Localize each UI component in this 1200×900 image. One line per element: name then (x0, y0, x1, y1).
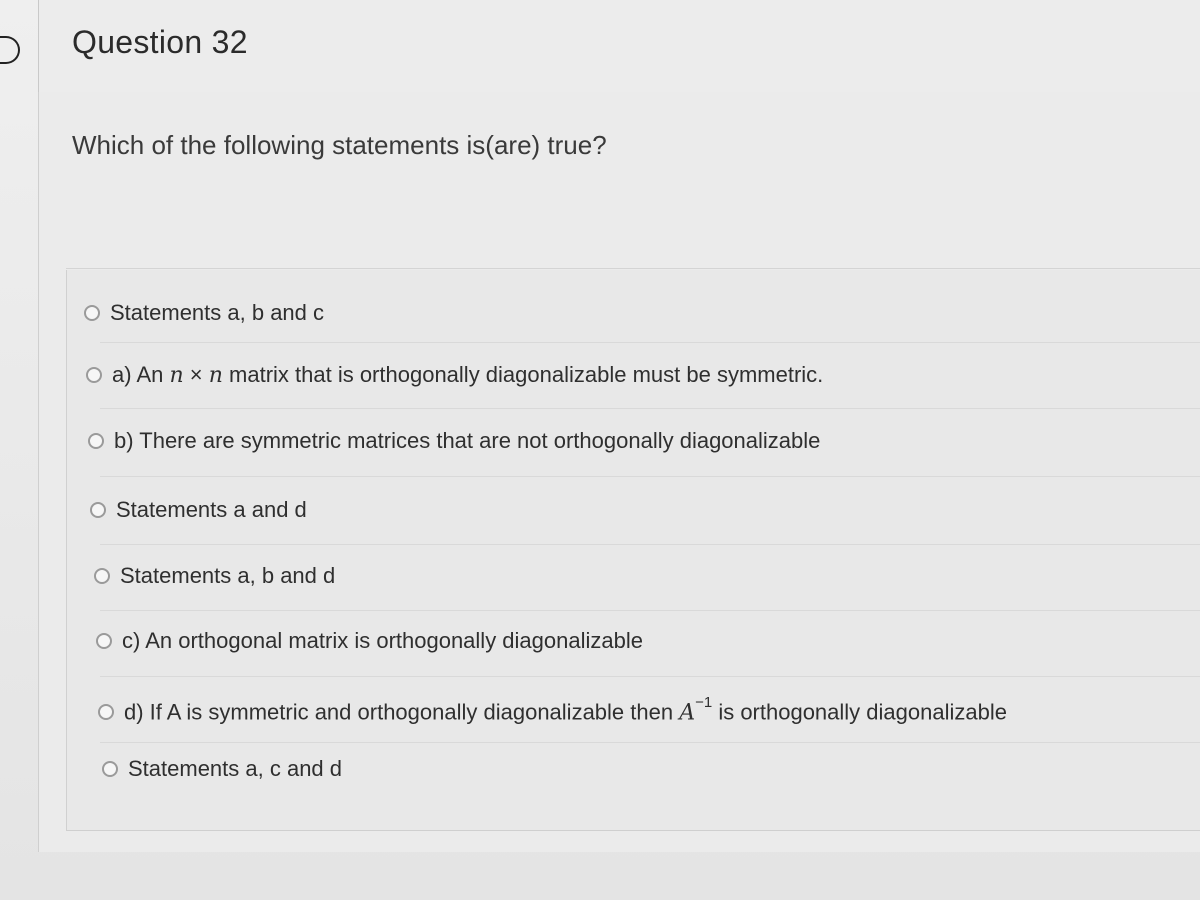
option-label: Statements a and d (116, 497, 307, 522)
option-divider (100, 342, 1200, 343)
radio-icon[interactable] (84, 305, 100, 321)
option-divider (100, 544, 1200, 545)
question-title: Question 32 (72, 24, 248, 60)
option-divider (100, 610, 1200, 611)
radio-icon[interactable] (96, 633, 112, 649)
option-label: Statements a, c and d (128, 756, 343, 781)
option-b[interactable] (88, 428, 820, 454)
option-divider (100, 676, 1200, 677)
option-divider (100, 476, 1200, 477)
option-divider (100, 408, 1200, 409)
option-c[interactable] (96, 628, 643, 654)
option-label: b) There are symmetric matrices that are not orthogonally diagonalizable (114, 428, 821, 453)
option-divider (100, 742, 1200, 743)
radio-icon[interactable] (90, 502, 106, 518)
radio-icon[interactable] (98, 704, 114, 720)
option-statements-ad[interactable] (90, 497, 307, 523)
option-statements-acd[interactable] (102, 756, 342, 782)
radio-icon[interactable] (102, 761, 118, 777)
option-d[interactable] (98, 694, 1007, 726)
option-label: d) If A is symmetric and orthogonally diagonalizable then $A^{-1}$ is orthogonally diagonalizable (124, 694, 1007, 726)
option-label: Statements a, b and d (120, 563, 336, 588)
option-statements-abd[interactable] (94, 563, 335, 589)
option-a[interactable] (86, 362, 823, 388)
option-label: Statements a, b and c (110, 300, 325, 325)
divider (66, 268, 1200, 269)
option-statements-abc[interactable] (84, 300, 324, 326)
option-label: a) An n × n matrix that is orthogonally diagonalizable must be symmetric. (112, 362, 824, 388)
radio-icon[interactable] (94, 568, 110, 584)
radio-icon[interactable] (88, 433, 104, 449)
answer-options (66, 270, 1200, 831)
radio-icon[interactable] (86, 367, 102, 383)
option-label: c) An orthogonal matrix is orthogonally diagonalizable (122, 628, 643, 653)
question-prompt: Which of the following statements is(are) true? (72, 130, 607, 160)
